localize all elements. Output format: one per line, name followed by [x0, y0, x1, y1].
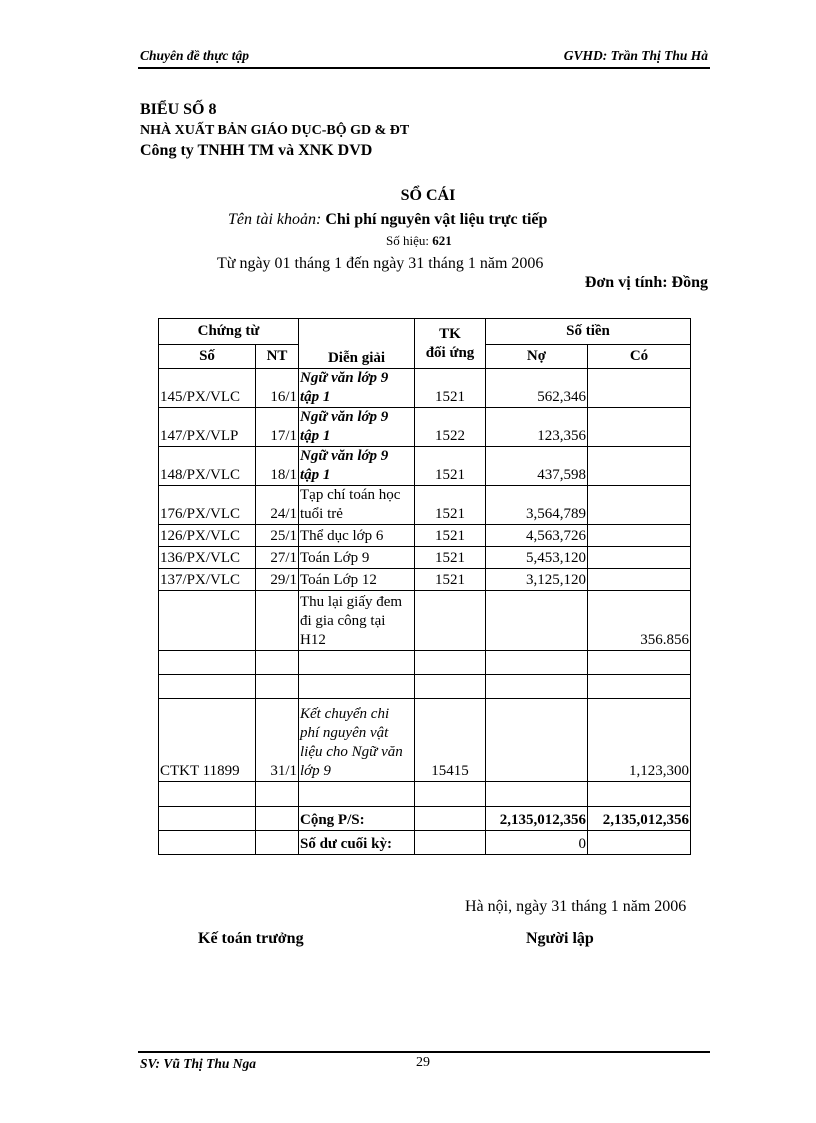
cell-desc: Toán Lớp 9 [299, 547, 415, 569]
cell-credit [588, 547, 691, 569]
cell-tk: 1522 [415, 408, 486, 447]
tk-header-line2: đối ứng [425, 344, 475, 361]
desc-line: tập 1 [300, 389, 331, 405]
header-advisor: GVHD: Trần Thị Thu Hà [563, 48, 708, 63]
form-label: BIỂU SỐ 8 [140, 101, 217, 118]
total-debit: 2,135,012,356 [486, 807, 588, 831]
empty-row [159, 651, 691, 675]
account-label: Tên tài khoản: [228, 211, 322, 228]
cell-credit [588, 447, 691, 486]
cell-tk: 1521 [415, 547, 486, 569]
preparer-label: Người lập [526, 930, 594, 947]
cell-nt [256, 591, 299, 651]
cell-nt: 24/1 [256, 486, 299, 525]
ledger-table [158, 318, 691, 855]
account-code-line [386, 233, 452, 249]
table-row [159, 447, 691, 486]
desc-line: H12 [300, 632, 326, 648]
place-date: Hà nội, ngày 31 tháng 1 năm 2006 [465, 898, 687, 915]
currency-unit: Đơn vị tính: Đồng [584, 274, 708, 291]
cell-so [159, 591, 256, 651]
credit-header: Có [588, 345, 691, 369]
footer-student: SV: Vũ Thị Thu Nga [140, 1056, 257, 1071]
table-row [159, 408, 691, 447]
cell-so: 148/PX/VLC [159, 447, 256, 486]
debit-header: Nợ [486, 345, 588, 369]
desc-line: Ngữ văn lớp 9 [300, 409, 389, 425]
cell-debit: 3,564,789 [486, 486, 588, 525]
cell-tk: 1521 [415, 369, 486, 408]
table-row [159, 547, 691, 569]
cell-credit [588, 486, 691, 525]
table-row [159, 591, 691, 651]
cell-tk: 1521 [415, 525, 486, 547]
period: Từ ngày 01 tháng 1 đến ngày 31 tháng 1 năm 2006 [217, 255, 544, 272]
cell-credit [588, 408, 691, 447]
desc-line: Tạp chí toán học [300, 487, 401, 503]
desc-line: Ngữ văn lớp 9 [300, 370, 389, 386]
cell-credit: 356.856 [588, 591, 691, 651]
page-number: 29 [416, 1055, 430, 1070]
cell-tk: 15415 [415, 699, 486, 782]
header-row [159, 319, 691, 345]
cell-nt: 27/1 [256, 547, 299, 569]
account-name: Chi phí nguyên vật liệu trực tiếp [325, 211, 548, 228]
cell-debit [486, 591, 588, 651]
cell-debit: 5,453,120 [486, 547, 588, 569]
cell-credit: 1,123,300 [588, 699, 691, 782]
closing-row [159, 831, 691, 855]
empty-row [159, 782, 691, 807]
amount-header: Số tiền [486, 319, 691, 345]
header-rule [138, 67, 710, 69]
cell-desc [299, 591, 415, 651]
cell-so: CTKT 11899 [159, 699, 256, 782]
cell-nt: 31/1 [256, 699, 299, 782]
table-row [159, 369, 691, 408]
table-row [159, 699, 691, 782]
table-row [159, 486, 691, 525]
desc-line: tập 1 [300, 428, 331, 444]
closing-label: Số dư cuối kỳ: [299, 831, 415, 855]
total-row [159, 807, 691, 831]
header-course: Chuyên đề thực tập [140, 48, 249, 63]
cell-nt: 29/1 [256, 569, 299, 591]
desc-line: Ngữ văn lớp 9 [300, 448, 389, 464]
footer-rule [138, 1051, 710, 1053]
cell-debit: 562,346 [486, 369, 588, 408]
cell-debit: 3,125,120 [486, 569, 588, 591]
cell-desc: Thể dục lớp 6 [299, 525, 415, 547]
cell-so: 147/PX/VLP [159, 408, 256, 447]
desc-line: lớp 9 [300, 763, 331, 779]
cell-credit [588, 569, 691, 591]
page-title: SỔ CÁI [400, 187, 456, 204]
cell-tk [415, 591, 486, 651]
cell-so: 137/PX/VLC [159, 569, 256, 591]
empty-row [159, 675, 691, 699]
cell-debit [486, 699, 588, 782]
cell-so: 176/PX/VLC [159, 486, 256, 525]
tk-header [415, 319, 486, 369]
desc-header: Diễn giải [299, 319, 415, 369]
cell-tk: 1521 [415, 569, 486, 591]
cell-tk: 1521 [415, 486, 486, 525]
cell-tk: 1521 [415, 447, 486, 486]
desc-line: phí nguyên vật [300, 725, 389, 741]
nt-header: NT [256, 345, 299, 369]
total-credit: 2,135,012,356 [588, 807, 691, 831]
closing-debit: 0 [486, 831, 588, 855]
tk-header-line1: TK [439, 325, 461, 342]
desc-line: đi gia công tại [300, 613, 386, 629]
chief-accountant-label: Kế toán trưởng [198, 930, 304, 947]
account-code-label: Số hiệu: [386, 233, 429, 248]
cell-desc [299, 486, 415, 525]
cell-so: 126/PX/VLC [159, 525, 256, 547]
publisher: NHÀ XUẤT BẢN GIÁO DỤC-BỘ GD & ĐT [140, 123, 410, 138]
cell-desc: Toán Lớp 12 [299, 569, 415, 591]
voucher-header: Chứng từ [159, 319, 299, 345]
cell-debit: 4,563,726 [486, 525, 588, 547]
cell-nt: 25/1 [256, 525, 299, 547]
cell-so: 145/PX/VLC [159, 369, 256, 408]
cell-so: 136/PX/VLC [159, 547, 256, 569]
so-header: Số [159, 345, 256, 369]
desc-line: tuổi trẻ [300, 506, 343, 522]
cell-desc [299, 369, 415, 408]
cell-debit: 437,598 [486, 447, 588, 486]
desc-line: Kết chuyển chi [300, 706, 390, 722]
cell-debit: 123,356 [486, 408, 588, 447]
account-line [228, 211, 547, 229]
table-row [159, 525, 691, 547]
desc-line: tập 1 [300, 467, 331, 483]
desc-line: liệu cho Ngữ văn [300, 744, 403, 760]
cell-desc [299, 699, 415, 782]
cell-nt: 17/1 [256, 408, 299, 447]
cell-nt: 16/1 [256, 369, 299, 408]
table-row [159, 569, 691, 591]
desc-line: Thu lại giấy đem [300, 594, 403, 610]
account-code: 621 [432, 233, 452, 248]
cell-nt: 18/1 [256, 447, 299, 486]
cell-credit [588, 369, 691, 408]
cell-desc [299, 408, 415, 447]
cell-desc [299, 447, 415, 486]
total-label: Cộng P/S: [299, 807, 415, 831]
cell-credit [588, 525, 691, 547]
company-name: Công ty TNHH TM và XNK DVD [140, 142, 373, 159]
